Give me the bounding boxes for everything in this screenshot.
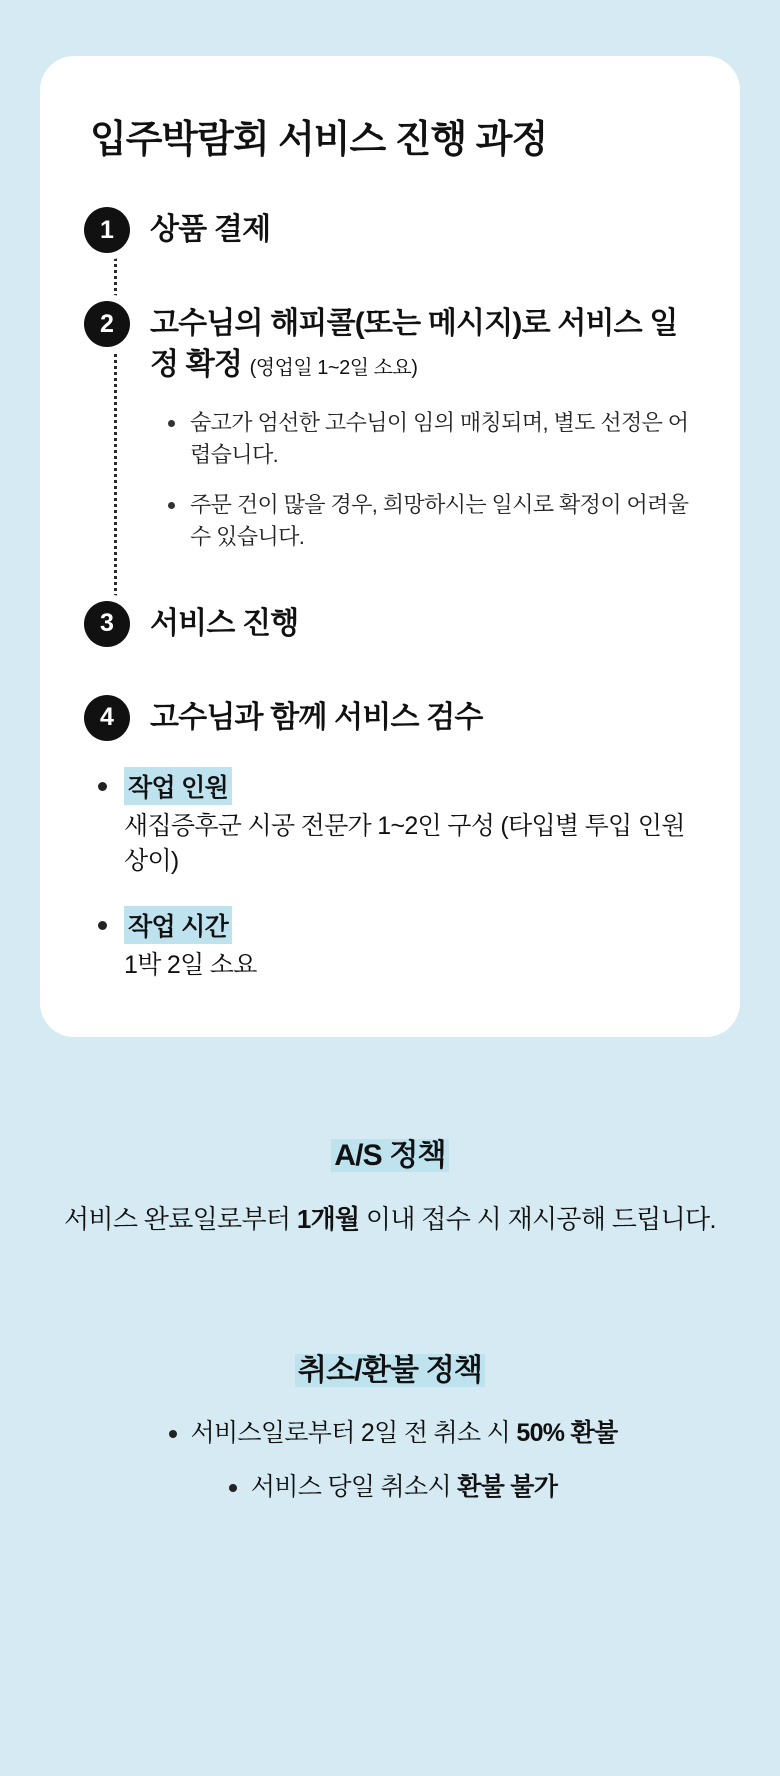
refund-policy-title-text: 취소/환불 정책 xyxy=(295,1354,485,1387)
list-item: 숨고가 엄선한 고수님이 임의 매칭되며, 별도 선정은 어렵습니다. xyxy=(164,407,696,471)
spec-text-duration: 1박 2일 소요 xyxy=(124,950,257,979)
spec-label-duration: 작업 시간 xyxy=(124,906,232,944)
list-item: 주문 건이 많을 경우, 희망하시는 일시로 확정이 어려울 수 있습니다. xyxy=(164,489,696,553)
step-item-1 xyxy=(84,207,696,253)
as-policy-title-text: A/S 정책 xyxy=(331,1139,449,1172)
as-policy-section xyxy=(0,1130,780,1239)
refund-item-1-bold: 환불 불가 xyxy=(457,1472,558,1501)
spec-text-workers: 새집증후군 시공 전문가 1~2인 구성 (타입별 투입 인원 상이) xyxy=(124,811,685,876)
step-item-3 xyxy=(84,601,696,647)
refund-item-1-plain: 서비스 당일 취소시 xyxy=(250,1472,458,1501)
refund-policy-title xyxy=(0,1345,780,1389)
list-item xyxy=(90,767,696,880)
step-item-2 xyxy=(84,301,696,553)
as-policy-text-before: 서비스 완료일로부터 xyxy=(64,1204,297,1234)
list-item xyxy=(90,906,696,984)
step-item-4 xyxy=(84,695,696,741)
as-policy-text xyxy=(0,1200,780,1239)
step-title-2-text: 고수님의 해피콜(또는 메시지)로 서비스 일정 확정 xyxy=(150,307,678,381)
step-body-4 xyxy=(150,695,696,739)
refund-item-0-bold: 50% 환불 xyxy=(516,1419,618,1447)
step-number-badge-1: 1 xyxy=(84,207,130,253)
step-title-1: 상품 결제 xyxy=(150,213,271,246)
list-item xyxy=(163,1415,618,1453)
step-title-2 xyxy=(150,304,696,385)
refund-policy-section xyxy=(0,1345,780,1522)
step-body-1 xyxy=(150,207,696,251)
as-policy-text-after: 이내 접수 시 재시공해 드립니다. xyxy=(359,1204,716,1234)
refund-item-0-plain: 서비스일로부터 2일 전 취소 시 xyxy=(190,1419,517,1447)
spec-label-workers: 작업 인원 xyxy=(124,767,232,805)
step-number-badge-3: 3 xyxy=(84,601,130,647)
step-body-3 xyxy=(150,601,696,645)
process-card xyxy=(40,56,740,1037)
step-number-badge-2: 2 xyxy=(84,301,130,347)
step-body-2 xyxy=(150,301,696,553)
refund-policy-list xyxy=(0,1415,780,1522)
step-title-3: 서비스 진행 xyxy=(150,606,299,640)
as-policy-text-bold: 1개월 xyxy=(296,1204,360,1234)
step-title-4: 고수님과 함께 서비스 검수 xyxy=(150,700,483,734)
step-note-2: (영업일 1~2일 소요) xyxy=(249,356,418,379)
as-policy-title xyxy=(0,1130,780,1174)
steps-list xyxy=(84,207,696,741)
page-title: 입주박람회 서비스 진행 과정 xyxy=(90,119,548,161)
list-item xyxy=(223,1469,557,1507)
spec-list xyxy=(84,767,696,984)
step-2-bullets xyxy=(150,407,696,553)
step-number-badge-4: 4 xyxy=(84,695,130,741)
